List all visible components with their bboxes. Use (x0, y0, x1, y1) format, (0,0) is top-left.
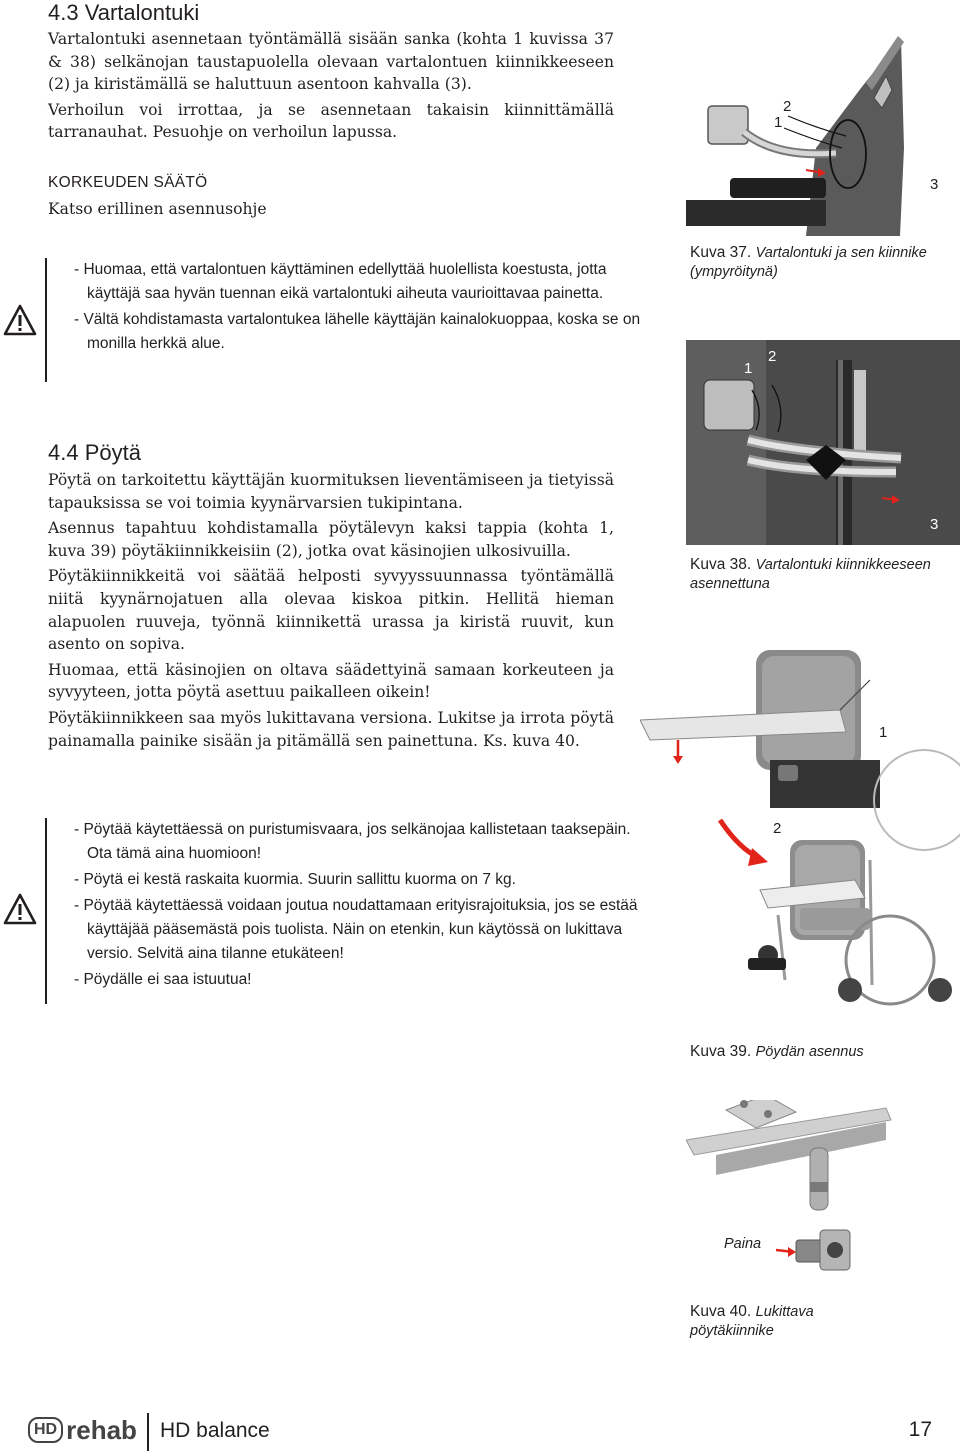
caption-fig40 (690, 1301, 890, 1340)
figure-40 (686, 1100, 960, 1300)
callout-paina: Paina (724, 1236, 762, 1252)
paragraph: Pöytäkiinnikkeen saa myös lukittavana versiona. Lukitse ja irrota pöytä painamalla painike sisään ja pitämällä sen painettuna. Ks. kuva 40. (48, 708, 614, 750)
callout-2: 2 (768, 348, 777, 365)
section-4-4-heading: 4.4 Pöytä (48, 440, 141, 465)
paragraph: Pöytäkiinnikkeitä voi säätää helposti syvyyssuunnassa työntämällä niitä kyynärnojatuen alla olevaa kiskoa pitkin. Hellitä hieman alapuolen ruuveja, työnnä kiinnikettä urassa ja kiristä ruuvit, kun asento on sopiva. (48, 567, 614, 654)
paragraph: Asennus tapahtuu kohdistamalla pöytälevyn kaksi tappia (kohta 1, kuva 39) pöytäkiinnikkeisiin (2), jotka ovat käsinojien ulkosivuilla. (48, 519, 614, 560)
lockable-bracket-illustration (686, 1100, 960, 1300)
warning-list-2 (74, 818, 649, 994)
section-4-3-body (48, 28, 614, 147)
warning-bar (45, 818, 47, 1004)
subheading-korkeuden-saato: KORKEUDEN SÄÄTÖ (48, 174, 208, 191)
figure-37 (686, 28, 960, 236)
figure-39 (640, 640, 960, 1040)
caption-fig38 (690, 554, 940, 593)
warning-item: - Pöytää käytettäessä voidaan joutua noudattamaan erityisrajoituksia, jos se estää käyttäjää pääsemästä pois tuolista. Näin on etenkin, kun käytössä on lukittava versio. Selvitä aina tilanne etukäteen! (74, 897, 638, 962)
figure-label: Kuva 37. (690, 244, 752, 261)
paragraph: Vartalontuki asennetaan työntämällä sisään sanka (kohta 1 kuvissa 37 & 38) selkänojan taustapuolella olevaan vartalontuen kiinnikkeeseen (2) ja kiristämällä se haluttuun asentoon kahvalla (3). (48, 30, 614, 94)
footer-divider (147, 1413, 149, 1451)
paragraph: Pöytä on tarkoitettu käyttäjän kuormituksen lieventämiseen ja tietyissä tapauksissa se voi toimia kyynärvarsien tukipintana. (48, 471, 614, 512)
figure-caption: Vartalontuki kiinnikkeeseen asennettuna (690, 557, 931, 592)
caption-fig39 (690, 1041, 940, 1062)
callout-1: 1 (744, 360, 753, 377)
callout-1: 1 (774, 114, 783, 131)
warning-item: - Vältä kohdistamasta vartalontukea lähelle käyttäjän kainalokuoppaa, koska se on monilla herkkä alue. (74, 311, 641, 352)
product-name: HD balance (160, 1419, 270, 1442)
figure-caption: Lukittava pöytäkiinnike (690, 1304, 814, 1339)
warning-list-1 (74, 258, 649, 358)
callout-3: 3 (930, 176, 939, 193)
wheelchair-table-illustration (640, 640, 960, 1040)
brand-name: rehab (66, 1414, 137, 1445)
warning-item: - Pöydälle ei saa istuutua! (74, 971, 252, 988)
caption-fig37 (690, 242, 940, 281)
body-support-illustration (686, 28, 960, 236)
figure-label: Kuva 39. (690, 1043, 752, 1060)
subheading-subtext: Katso erillinen asennusohje (48, 200, 267, 218)
warning-item: - Huomaa, että vartalontuen käyttäminen edellyttää huolellista koestusta, jotta käyttäjä saa hyvän tuennan eikä vartalontuki aiheuta vaurioittavaa painetta. (74, 261, 607, 302)
callout-1: 1 (879, 724, 888, 741)
footer-logo (28, 1412, 137, 1448)
figure-label: Kuva 40. (690, 1303, 752, 1320)
callout-2: 2 (773, 820, 782, 837)
paragraph: Huomaa, että käsinojien on oltava säädettyinä samaan korkeuteen ja syvyyteen, jotta pöytä asettuu paikalleen oikein! (48, 660, 614, 702)
page-number: 17 (908, 1418, 932, 1441)
warning-triangle-icon (3, 304, 37, 336)
warning-item: - Pöytä ei kestä raskaita kuormia. Suurin sallittu kuorma on 7 kg. (74, 871, 516, 888)
callout-3: 3 (930, 516, 939, 533)
section-4-4-body (48, 469, 614, 755)
figure-caption: Vartalontuki ja sen kiinnike (ympyröitynä) (690, 245, 927, 280)
figure-label: Kuva 38. (690, 556, 752, 573)
figure-38 (686, 340, 960, 545)
bracket-illustration (686, 340, 960, 545)
paragraph: Verhoilun voi irrottaa, ja se asennetaan takaisin kiinnittämällä tarranauhat. Pesuohje on verhoilun lapussa. (48, 100, 614, 142)
warning-bar (45, 258, 47, 382)
callout-2: 2 (783, 98, 792, 115)
warning-item: - Pöytää käytettäessä on puristumisvaara, jos selkänojaa kallistetaan taaksepäin. Ota tämä aina huomioon! (74, 821, 631, 862)
logo-mark: HD (28, 1417, 63, 1443)
warning-triangle-icon (3, 893, 37, 925)
figure-caption: Pöydän asennus (755, 1044, 864, 1060)
section-4-3-heading: 4.3 Vartalontuki (48, 0, 200, 25)
